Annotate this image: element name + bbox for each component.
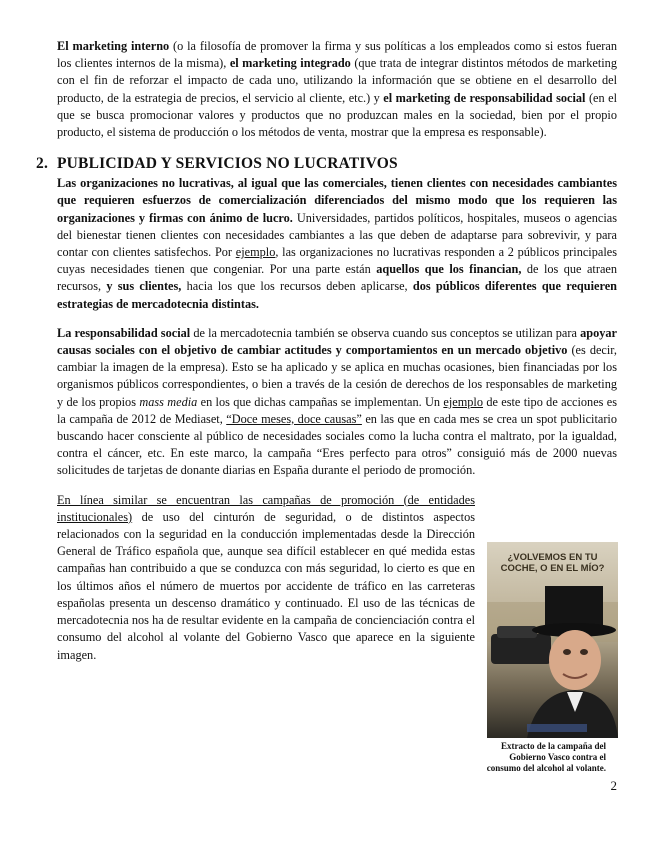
paragraph-social-responsibility: La responsabilidad social de la mercadotecnia también se observa cuando sus conceptos se utilizan para apoyar causas sociales con el objetivo de cambiar actitudes y comportamientos en un mercado objetivo (es decir, cambiar la imagen de la empresa). Esto se ha aplicado y se aplica en muchas ocasiones, bien financiadas por los organismos públicos correspondientes, o bien a través de la cesión de derechos de los responsables de marketing y de los propios mass media en los que dichas campañas se implementan. Un ejemplo de este tipo de acciones es la campaña de 2012 de Mediaset, “Doce meses, doce causas” en las que en cada mes se crea un spot publicitario buscando hacer consciente al público de necesidades sociales como la lucha contra el maltrato, por la igualdad, contra el cáncer, etc. En este marco, la campaña “Eres perfecto para otros” consiguió más de 2000 nuevas solicitudes de tarjetas de donante diarias en España durante el periodo de promoción. (57, 325, 618, 478)
paragraph-nonprofit: Las organizaciones no lucrativas, al igual que las comerciales, tienen clientes con necesidades cambiantes que requieren esfuerzos de comercialización diferenciados del mismo modo que los requieren las organizaciones y firmas con ánimo de lucro. Universidades, partidos políticos, hospitales, museos o agencias del bienestar tienen clientes con necesidades cambiantes a las que deben de adaptarse para sobrevivir, y para contar con clientes satisfechos. Por ejemplo, las organizaciones no lucrativas responden a 2 públicos principales cuyas necesidades tienen que congeniar. Por una parte están aquellos que los financian, de los que atraen recursos, y sus clientes, hacia los que los recursos deben aplicarse, dos públicos diferentes que requieren estrategias de mercadotecnia distintas. (57, 176, 618, 311)
poster-headline: ¿VOLVEMOS EN TU COCHE, O EN EL MÍO? (500, 552, 605, 574)
document-page (36, 38, 618, 773)
paragraph-traffic-campaigns: En línea similar se encuentran las campañas de promoción (de entidades institucionales) de uso del cinturón de seguridad, o de distintos aspectos relacionados con la seguridad en la conducción implementadas desde la Dirección General de Tráfico española que, aunque sea difícil establecer en qué medida estas campañas han contribuido a que se conduzca con más seguridad, lo cierto es que en los últimos años el número de muertos por accidente de tráfico en las carreteras españolas presenta un descenso dramático y continuado. El uso de las técnicas de mercadotecnia nos ha de resultar evidente en la campaña de concienciación contra el consumo del alcohol al volante del Gobierno Vasco que aparece en la siguiente imagen. (57, 492, 475, 662)
section-title: PUBLICIDAD Y SERVICIOS NO LUCRATIVOS (57, 155, 398, 173)
section-heading (36, 155, 617, 173)
page-number: 2 (610, 778, 617, 793)
section-number: 2. (36, 155, 49, 173)
paragraph-marketing-types: El marketing interno (o la filosofía de promover la firma y sus políticas a los empleados como si estos fueran los clientes internos de la misma), el marketing integrado (que trata de integrar distintos métodos de marketing con el fin de reforzar el impacto de cada uno, utilizando la información que se obtiene en el desarrollo del producto, de la estrategia de precios, el servicio al cliente, etc.) y el marketing de responsabilidad social (en el que se busca promocionar valores y productos que no produzcan males en la sociedad, bien por el propio producto, el sistema de producción o los métodos de venta, mostrar que la empresa es responsable). (57, 39, 617, 140)
figure-caption: Extracto de la campaña del Gobierno Vasco contra el consumo del alcohol al volante. (486, 741, 606, 773)
traffic-campaign-section (57, 492, 475, 664)
campaign-poster-image (487, 542, 618, 738)
campaign-figure (487, 542, 618, 774)
